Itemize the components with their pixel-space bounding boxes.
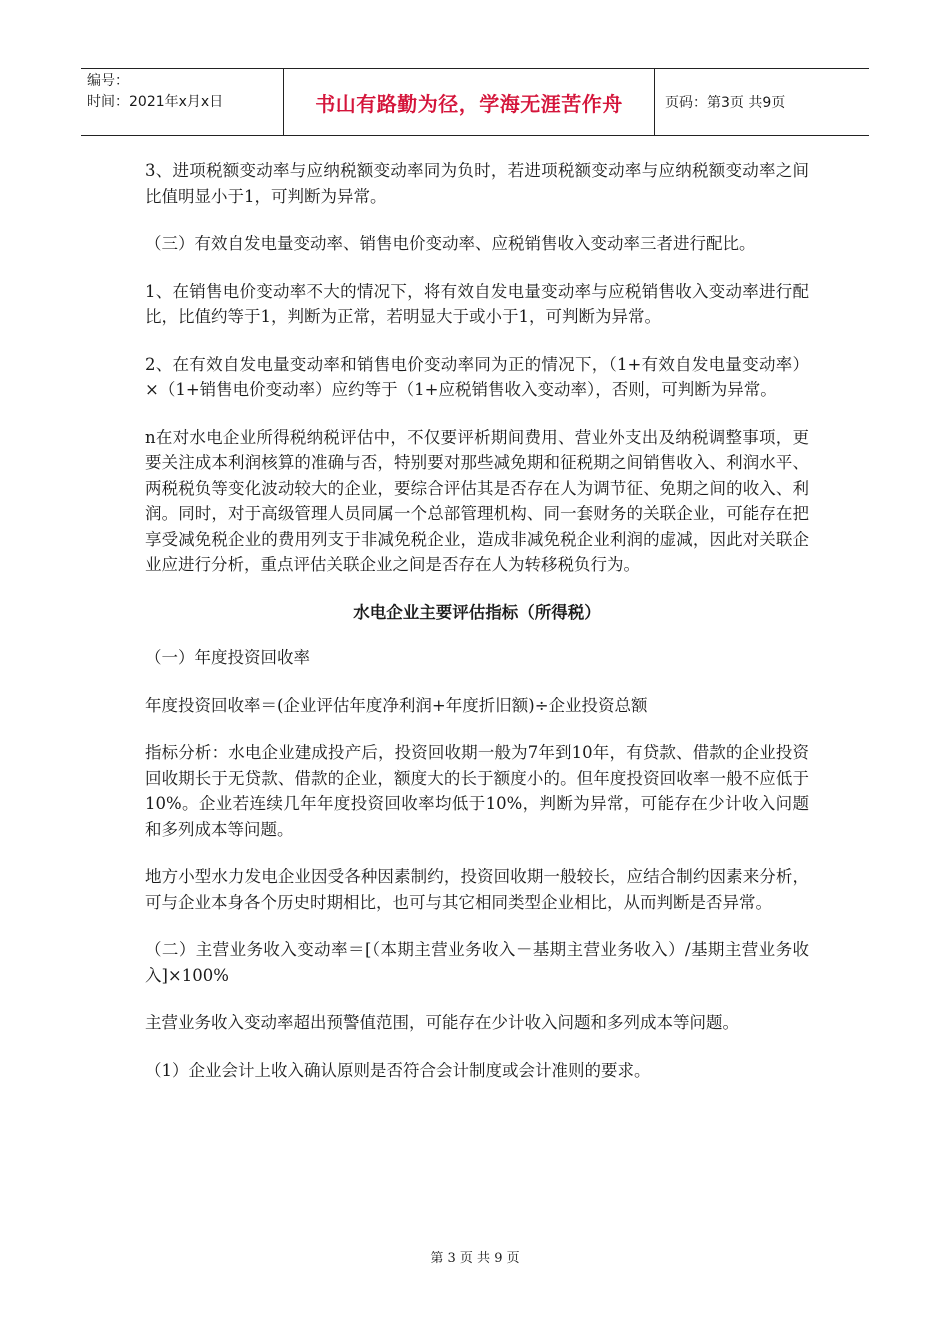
paragraph: 地方小型水力发电企业因受各种因素制约，投资回收期一般较长，应结合制约因素来分析，可与企业本身各个历史时期相比，也可与其它相同类型企业相比，从而判断是否异常。	[145, 867, 809, 912]
paragraph: （二）主营业务收入变动率＝[（本期主营业务收入－基期主营业务收入）/基期主营业务收入]×100%	[145, 940, 809, 985]
page-header	[81, 68, 869, 136]
paragraph: 1、在销售电价变动率不大的情况下，将有效自发电量变动率与应税销售收入变动率进行配比，比值约等于1，判断为正常，若明显大于或小于1，可判断为异常。	[145, 281, 809, 326]
header-meta	[81, 69, 284, 135]
paragraph: 主营业务收入变动率超出预警值范围，可能存在少计收入问题和多列成本等问题。	[145, 1013, 739, 1032]
header-page-number: 页码：第3页 共9页	[665, 95, 786, 111]
paragraph: n在对水电企业所得税纳税评估中，不仅要评析期间费用、营业外支出及纳税调整事项，更要关注成本利润核算的准确与否，特别要对那些减免期和征税期之间销售收入、利润水平、两税税负等变化波动较大的企业，要综合评估其是否存在人为调节征、免期之间的收入、利润。同时，对于高级管理人员同属一个总部管理机构、同一套财务的关联企业，可能存在把享受减免税企业的费用列支于非减免税企业，造成非减免税企业利润的虚减，因此对关联企业应进行分析，重点评估关联企业之间是否存在人为转移税负行为。	[145, 427, 809, 574]
paragraph: （一）年度投资回收率	[145, 648, 310, 667]
document-number: 编号：	[87, 73, 129, 89]
paragraph: 指标分析：水电企业建成投产后，投资回收期一般为7年到10年，有贷款、借款的企业投资回收期长于无贷款、借款的企业，额度大的长于额度小的。但年度投资回收率一般不应低于10%。企业若连续几年年度投资回收率均低于10%，判断为异常，可能存在少计收入问题和多列成本等问题。	[145, 743, 809, 839]
page-footer: 第 3 页 共 9 页	[430, 1251, 520, 1266]
document-body	[145, 158, 809, 1105]
paragraph: 3、进项税额变动率与应纳税额变动率同为负时，若进项税额变动率与应纳税额变动率之间比值明显小于1，可判断为异常。	[145, 161, 809, 206]
paragraph: （1）企业会计上收入确认原则是否符合会计制度或会计准则的要求。	[145, 1060, 651, 1080]
paragraph: 年度投资回收率＝(企业评估年度净利润+年度折旧额)÷企业投资总额	[145, 695, 648, 715]
section-title: 水电企业主要评估指标（所得税）	[353, 602, 601, 622]
document-date: 时间：2021年x月x日	[87, 94, 224, 110]
paragraph: （三）有效自发电量变动率、销售电价变动率、应税销售收入变动率三者进行配比。	[145, 234, 756, 253]
paragraph: 2、在有效自发电量变动率和销售电价变动率同为正的情况下，（1+有效自发电量变动率）×（1+销售电价变动率）应约等于（1+应税销售收入变动率），否则，可判断为异常。	[145, 354, 809, 399]
header-motto: 书山有路勤为径，学海无涯苦作舟	[284, 69, 655, 135]
